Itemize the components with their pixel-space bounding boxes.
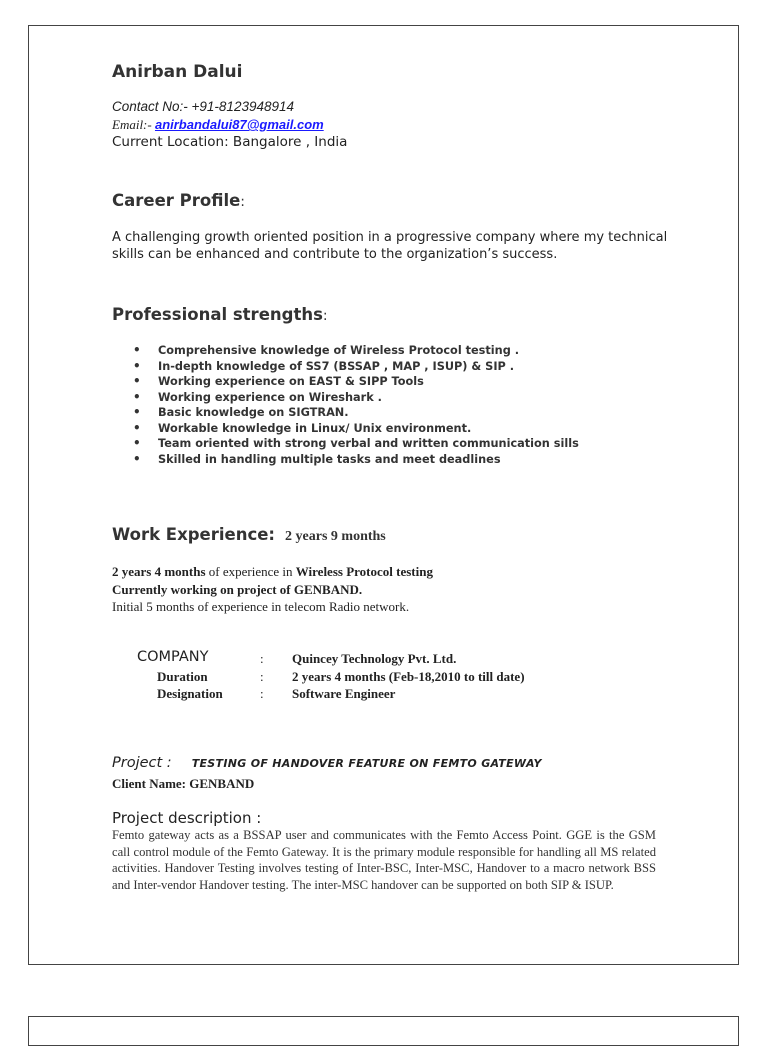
list-item: • Working experience on EAST & SIPP Tools <box>158 374 718 390</box>
email-label: Email:- <box>112 117 155 132</box>
experience-summary: 2 years 4 months of experience in Wireless Protocol testing Currently working on project of GENBAND. Initial 5 months of experience in telecom Radio network. <box>112 564 433 614</box>
list-item: • Comprehensive knowledge of Wireless Protocol testing . <box>158 343 718 359</box>
project-label: Project : <box>112 755 172 771</box>
project-line <box>112 754 542 772</box>
candidate-name: Anirban Dalui <box>112 62 243 82</box>
total-experience: 2 years 9 months <box>285 529 386 544</box>
project-title: TESTING OF HANDOVER FEATURE ON FEMTO GATEWAY <box>191 757 542 770</box>
contact-number: Contact No:- +91-8123948914 <box>112 99 295 114</box>
next-page <box>28 1016 739 1046</box>
current-location: Current Location: Bangalore , India <box>112 134 348 150</box>
strengths-list <box>112 343 718 467</box>
work-experience-heading: Work Experience: 2 years 9 months <box>112 525 386 544</box>
list-item: • In-depth knowledge of SS7 (BSSAP , MAP , ISUP) & SIP . <box>158 359 718 375</box>
career-profile-text: A challenging growth oriented position in a progressive company where my technical skills can be enhanced and contribute to the organization’s success. <box>112 230 668 262</box>
career-profile-heading: Career Profile: <box>112 191 246 210</box>
list-item: • Skilled in handling multiple tasks and meet deadlines <box>158 452 718 468</box>
email-line <box>112 117 324 133</box>
list-item: • Working experience on Wireshark . <box>158 390 718 406</box>
email-link[interactable]: anirbandalui87@gmail.com <box>154 117 324 132</box>
list-item: • Basic knowledge on SIGTRAN. <box>158 405 718 421</box>
client-name: Client Name: GENBAND <box>112 776 255 791</box>
project-description-heading: Project description : <box>112 809 262 827</box>
list-item: • Team oriented with strong verbal and written communication sills <box>158 436 718 452</box>
project-description-text: Femto gateway acts as a BSSAP user and communicates with the Femto Access Point. GGE is the GSM call control module of the Femto Gateway. It is the primary module responsible for handling all MS related activities. Handover Testing involves testing of Inter-BSC, Inter-MSC, Handover to a macro network BSS and Inter-vendor Handover testing. The inter-MSC handover can be supported on both SIP & ISUP. <box>112 828 656 892</box>
professional-strengths-heading: Professional strengths: <box>112 305 328 324</box>
list-item: • Workable knowledge in Linux/ Unix environment. <box>158 421 718 437</box>
